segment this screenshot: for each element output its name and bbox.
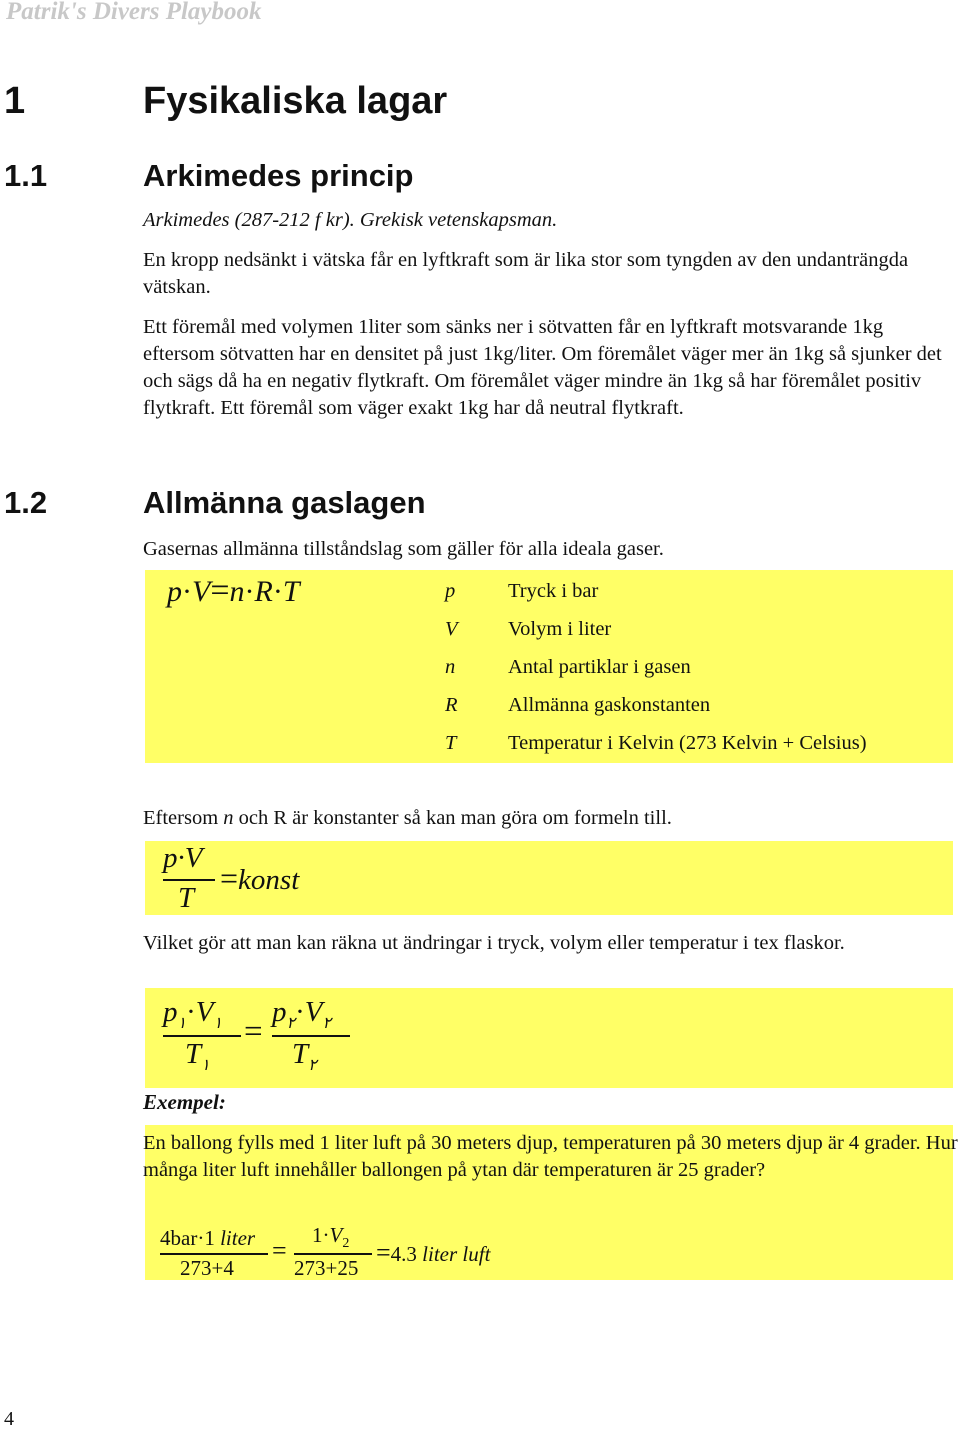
constants-text: Eftersom n och R är konstanter så kan man göra om formeln till. (143, 807, 672, 829)
combined-gas-law-box (145, 988, 953, 1088)
fraction-bar (272, 1035, 350, 1037)
example-left-numerator: 4bar·1 liter (160, 1226, 256, 1250)
variable-description: Temperatur i Kelvin (273 Kelvin + Celsius) (508, 732, 867, 754)
gas-law-formula: p·V=n·R·T (167, 572, 300, 609)
change-text: Vilket gör att man kan räkna ut ändringar i tryck, volym eller temperatur i tex flaskor. (143, 932, 845, 954)
fraction-bar (163, 879, 215, 881)
section-number: 1.1 (4, 158, 48, 193)
variable-symbol: R (445, 694, 458, 716)
fraction-bar (294, 1253, 372, 1255)
section-title: Arkimedes princip (143, 158, 414, 193)
example-text: En ballong fylls med 1 liter luft på 30 meters djup, temperaturen på 30 meters djup är 4 grader. Hur många liter luft innehåller ballongen på ytan där temperaturen är 25 grader? (143, 1132, 958, 1181)
arkimedes-example: Ett föremål med volymen 1liter som sänks ner i sötvatten får en lyftkraft motsvarande 1kg eftersom sötvatten har en densitet på just 1kg/liter. Om föremålet väger mer än 1kg så sjunker det och sägs då ha en negativ flytkraft. Om föremålet väger mindre än 1kg så har föremålet positiv flytkraft. Ett föremål som väger exakt 1kg har då neutral flytkraft. (143, 316, 942, 419)
combined-equals: = (244, 1014, 263, 1050)
page-number: 4 (4, 1408, 14, 1430)
variable-symbol: T (445, 732, 457, 754)
combined-left-denominator: $T_١$ (185, 1038, 210, 1074)
example-right-numerator: $1\cdot V_2$ (312, 1223, 350, 1252)
combined-right-numerator: $p_٢\cdot V_٢$ (272, 996, 332, 1032)
running-header: Patrik's Divers Playbook (6, 0, 262, 25)
example-left-denominator: 273+4 (180, 1256, 234, 1280)
example-result: =4.3 liter luft (376, 1238, 491, 1267)
variable-description: Allmänna gaskonstanten (508, 694, 711, 716)
example-right-denominator: 273+25 (294, 1256, 359, 1280)
variable-symbol: p (445, 580, 456, 602)
konst-numerator: p·V (163, 842, 203, 874)
variable-description: Tryck i bar (508, 580, 599, 602)
arkimedes-intro: Arkimedes (287-212 f kr). Grekisk vetenskapsman. (143, 209, 558, 231)
section-number: 1.2 (4, 485, 48, 520)
variable-description: Antal partiklar i gasen (508, 656, 691, 678)
chapter-title: Fysikaliska lagar (143, 80, 448, 122)
konst-rhs: =konst (220, 860, 300, 896)
example-equals-1: = (272, 1236, 287, 1265)
variable-symbol: n (445, 656, 456, 678)
example-label: Exempel: (143, 1090, 226, 1114)
arkimedes-principle: En kropp nedsänkt i vätska får en lyftkraft som är lika stor som tyngden av den undanträngda vätskan. (143, 249, 909, 298)
section-title: Allmänna gaslagen (143, 485, 426, 520)
variable-description: Volym i liter (508, 618, 612, 640)
variable-symbol: V (445, 618, 458, 640)
chapter-number: 1 (4, 80, 26, 122)
konst-denominator: T (178, 882, 195, 914)
combined-left-numerator: $p_١\cdot V_١$ (163, 996, 223, 1032)
gaslagen-intro: Gasernas allmänna tillståndslag som gäller för alla ideala gaser. (143, 538, 664, 560)
combined-right-denominator: $T_٢$ (292, 1038, 317, 1074)
fraction-bar (160, 1253, 268, 1255)
fraction-bar (163, 1035, 241, 1037)
